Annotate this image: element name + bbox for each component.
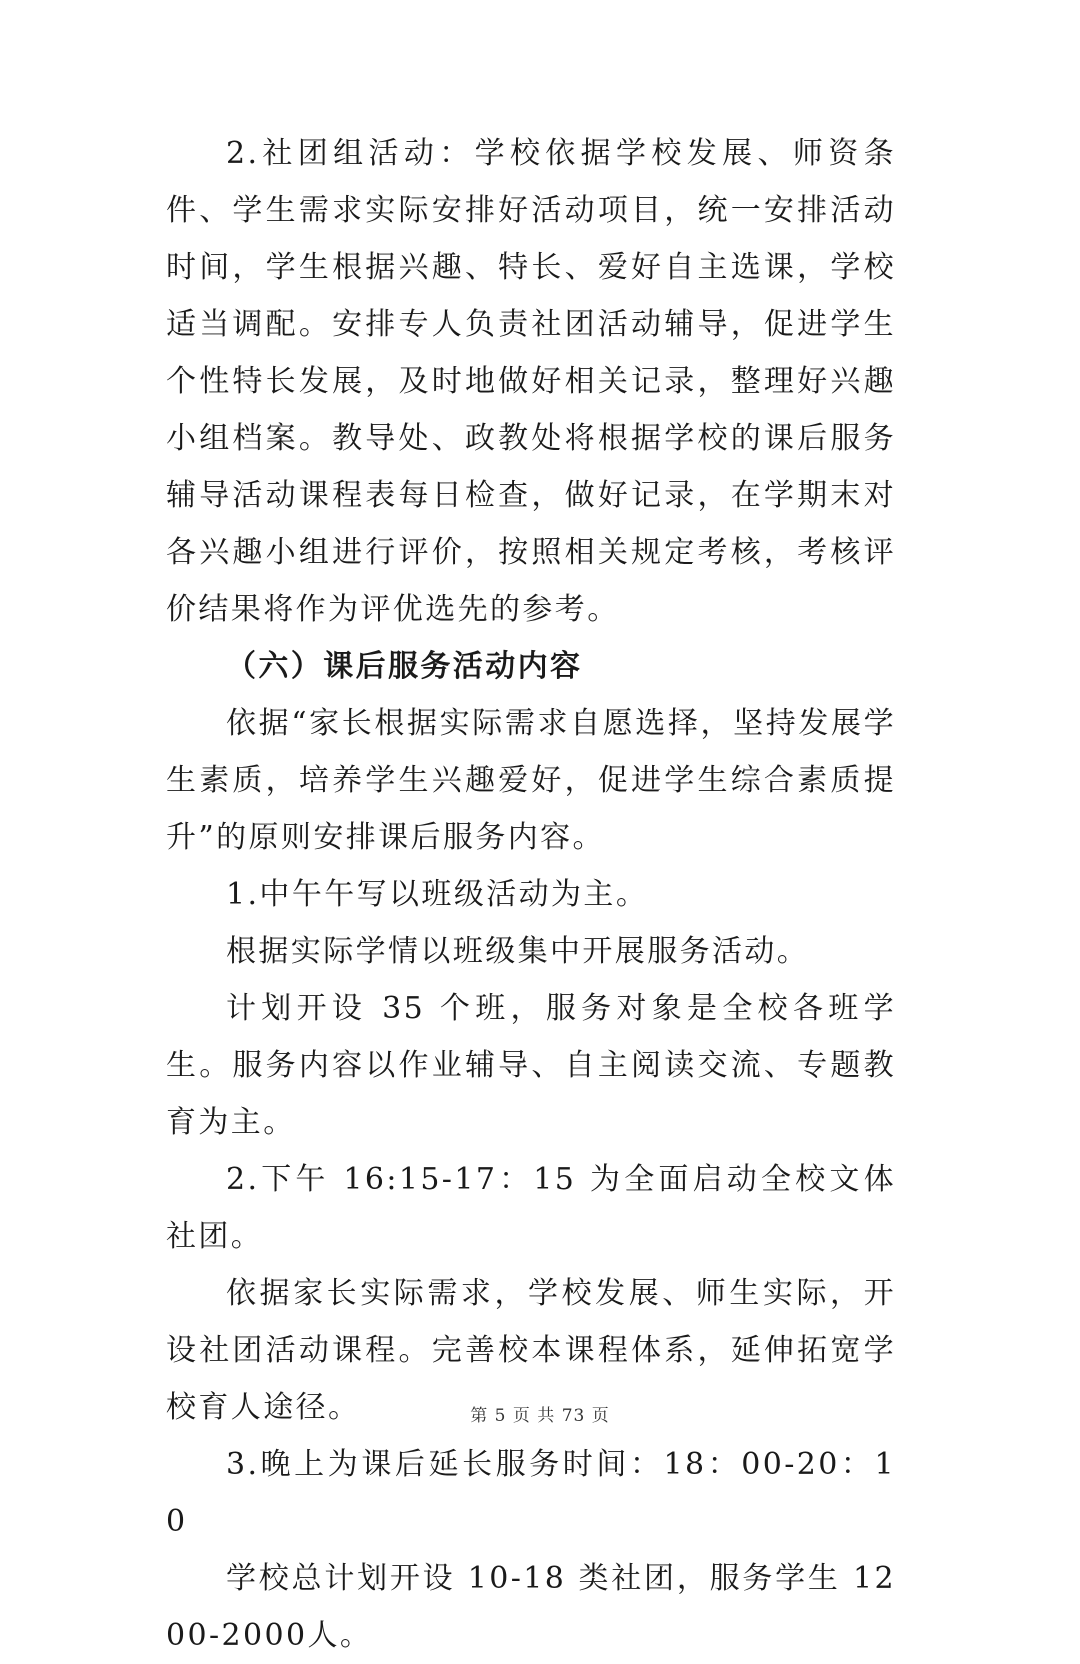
footer-total-pages: 73 [561, 1406, 586, 1426]
footer-mid: 页 共 [512, 1406, 556, 1426]
paragraph-principle: 依据“家长根据实际需求自愿选择，坚持发展学生素质，培养学生兴趣爱好，促进学生综合素质提升”的原则安排课后服务内容。 [166, 706, 896, 855]
paragraph-evening-item: 3.晚上为课后延长服务时间：18：00-20：10 [166, 1447, 896, 1539]
section-heading: （六）课后服务活动内容 [226, 649, 583, 684]
paragraph-classes-plan: 计划开设 35 个班，服务对象是全校各班学生。服务内容以作业辅导、自主阅读交流、专题教育为主。 [166, 991, 896, 1140]
paragraph-afternoon-detail: 依据家长实际需求，学校发展、师生实际，开设社团活动课程。完善校本课程体系，延伸拓宽学校育人途径。 [166, 1276, 896, 1425]
paragraph-afternoon-item: 2.下午 16:15-17：15 为全面启动全校文体社团。 [166, 1162, 896, 1254]
page-footer [0, 1404, 1080, 1428]
document-body [166, 125, 896, 1664]
paragraph-noon-detail: 根据实际学情以班级集中开展服务活动。 [226, 934, 810, 969]
footer-page-number: 5 [494, 1406, 507, 1426]
paragraph-evening-detail: 学校总计划开设 10-18 类社团，服务学生 1200-2000人。 [166, 1561, 896, 1653]
paragraph-club-activities: 2.社团组活动：学校依据学校发展、师资条件、学生需求实际安排好活动项目，统一安排活动时间，学生根据兴趣、特长、爱好自主选课，学校适当调配。安排专人负责社团活动辅导，促进学生个性特长发展，及时地做好相关记录，整理好兴趣小组档案。教导处、政教处将根据学校的课后服务辅导活动课程表每日检查，做好记录，在学期末对各兴趣小组进行评价，按照相关规定考核，考核评价结果将作为评优选先的参考。 [166, 136, 896, 627]
footer-suffix: 页 [591, 1406, 610, 1426]
paragraph-noon-item: 1.中午午写以班级活动为主。 [226, 877, 649, 912]
footer-prefix: 第 [470, 1406, 489, 1426]
